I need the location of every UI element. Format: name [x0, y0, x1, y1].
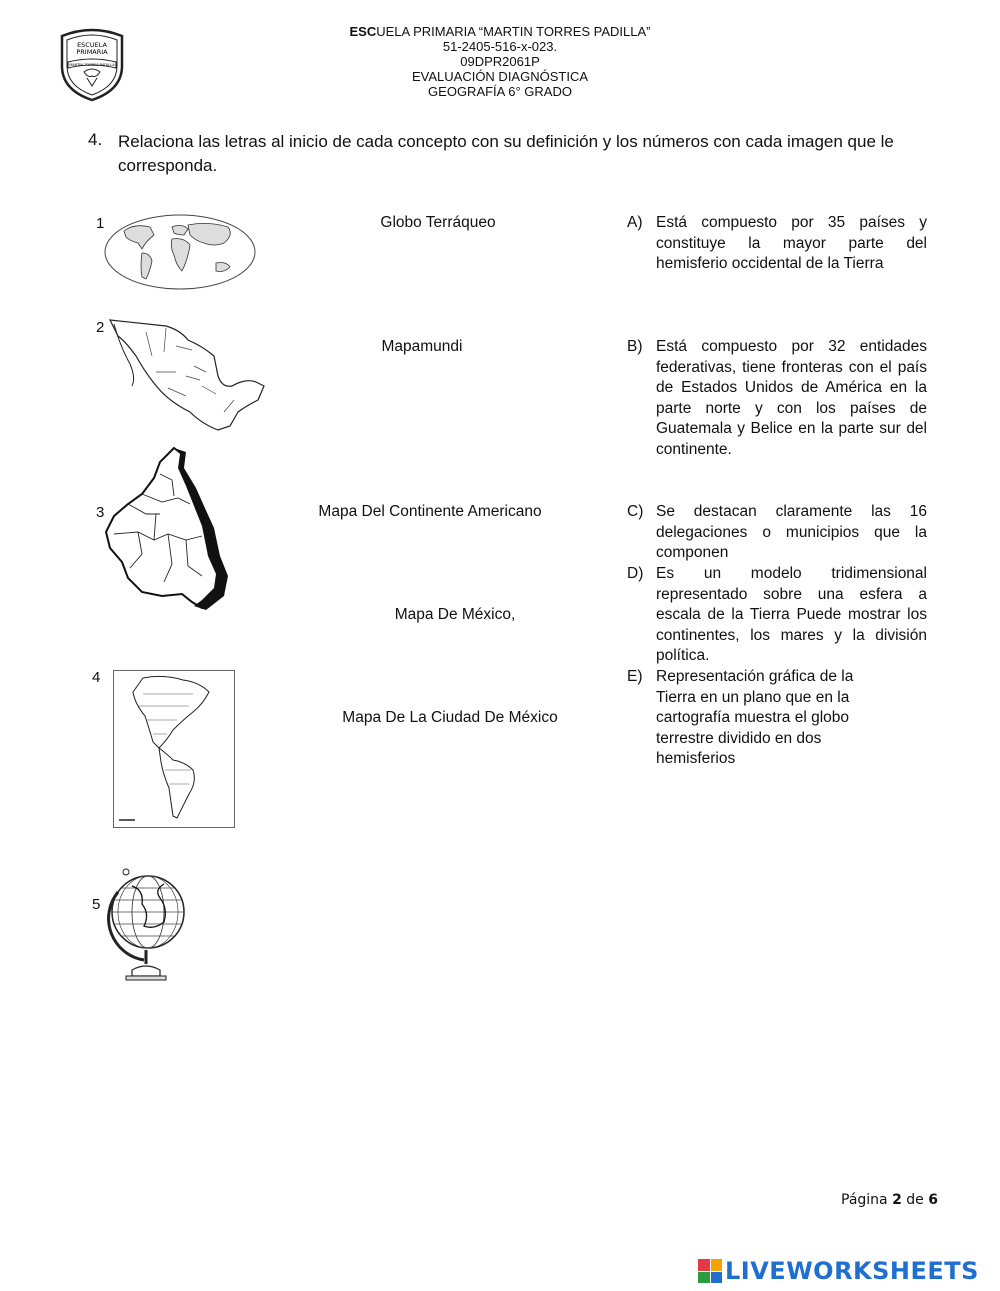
- definition-a: [627, 213, 927, 275]
- definition-c: [627, 502, 927, 564]
- school-crest-logo: [54, 26, 130, 102]
- image-number-1: 1: [96, 215, 105, 232]
- world-map-icon: [104, 213, 256, 291]
- page-number: Página 2 de 6: [841, 1192, 938, 1208]
- liveworksheets-brand[interactable]: [698, 1258, 979, 1284]
- definition-d: [627, 564, 927, 667]
- definition-letter: B): [627, 338, 643, 355]
- definition-text: Representación gráfica de la Tierra en un plano que en la cartografía muestra el globo terrestre dividido en dos hemisferios: [656, 668, 854, 768]
- definition-text: Es un modelo tridimensional representado sobre una esfera a escala de la Tierra Puede mostrar los continentes, los mares y la división política.: [656, 565, 927, 665]
- concept-mapamundi: Mapamundi: [381, 338, 463, 355]
- definition-text: Está compuesto por 35 países y constituye la mayor parte del hemisferio occidental de la Tierra: [656, 214, 927, 273]
- image-number-2: 2: [96, 319, 105, 336]
- concept-mapa-ciudad-de-mexico: Mapa De La Ciudad De México: [342, 709, 558, 726]
- subject-grade: GEOGRAFÍA 6° GRADO: [428, 84, 572, 99]
- document-header: [250, 24, 750, 99]
- definition-text: Está compuesto por 32 entidades federativas, tiene fronteras con el país de Estados Unidos de América en la parte norte y con los países de Guatemala y Belice en la parte sur del continente.: [656, 338, 927, 458]
- liveworksheets-logo-icon: [698, 1259, 722, 1283]
- image-number-5: 5: [92, 896, 101, 913]
- concept-mapa-de-mexico: Mapa De México,: [394, 606, 516, 623]
- liveworksheets-wordmark: LIVEWORKSHEETS: [725, 1257, 979, 1285]
- definition-text: Se destacan claramente las 16 delegaciones o municipios que la componen: [656, 503, 927, 562]
- school-code: 51-2405-516-x-023.: [442, 39, 558, 54]
- question-number: 4.: [88, 130, 103, 149]
- image-number-3: 3: [96, 504, 105, 521]
- concept-mapa-continente-americano: Mapa Del Continente Americano: [318, 503, 542, 520]
- question-instruction: Relaciona las letras al inicio de cada concepto con su definición y los números con cada imagen que le corresponda.: [118, 132, 894, 175]
- definition-letter: D): [627, 565, 644, 582]
- evaluation-title: EVALUACIÓN DIAGNÓSTICA: [411, 69, 588, 84]
- definition-b: [627, 337, 927, 461]
- definition-letter: A): [627, 214, 643, 231]
- mexico-city-map-icon: [102, 444, 242, 612]
- svg-text:PRIMARIA: PRIMARIA: [76, 48, 108, 56]
- svg-text:MARTIN TORRES PADILLA: MARTIN TORRES PADILLA: [69, 63, 115, 67]
- mexico-map-icon: [106, 316, 268, 434]
- americas-map-icon: [113, 670, 235, 828]
- globe-icon: [104, 864, 190, 984]
- school-cct: 09DPR2061P: [460, 54, 540, 69]
- definition-letter: C): [627, 503, 644, 520]
- definition-e: [627, 667, 927, 770]
- concept-globo-terraqueo: Globo Terráqueo: [380, 214, 496, 231]
- school-name: ESCUELA PRIMARIA “MARTIN TORRES PADILLA”: [349, 24, 651, 39]
- svg-text:ESCUELA: ESCUELA: [77, 41, 107, 49]
- image-number-4: 4: [92, 669, 101, 686]
- definition-letter: E): [627, 668, 643, 685]
